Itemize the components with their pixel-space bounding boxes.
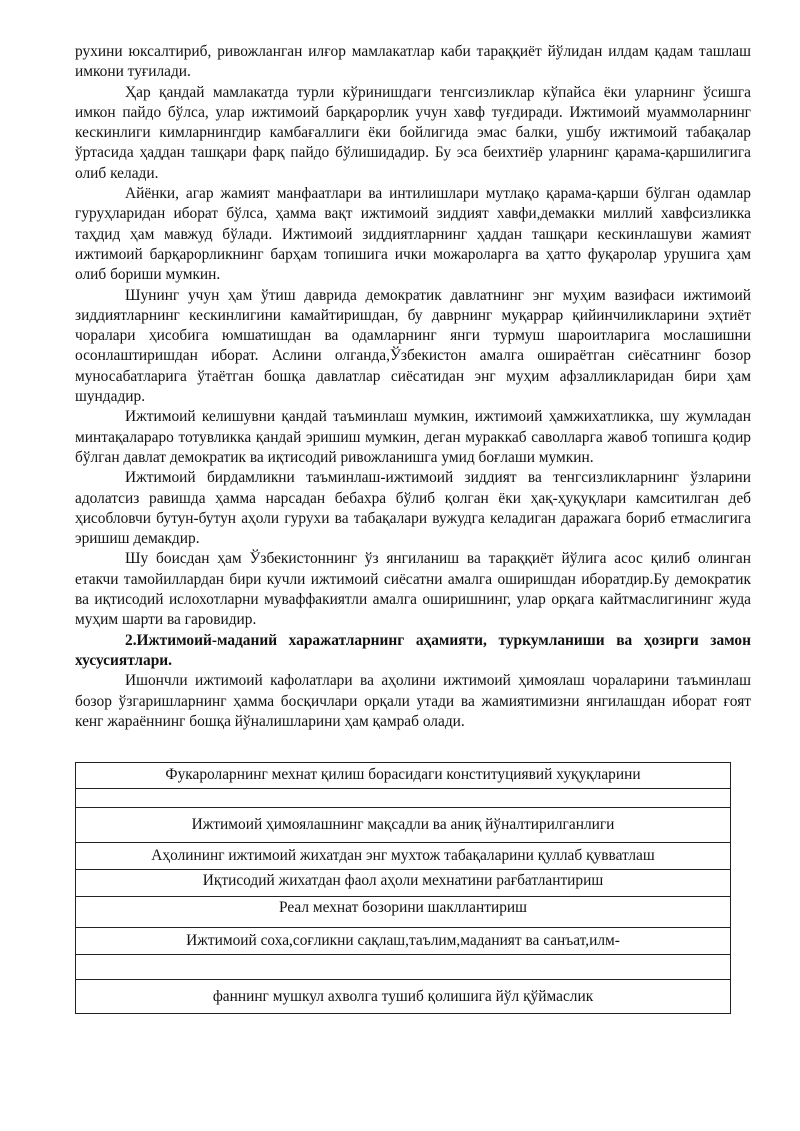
paragraph-2: Ҳар қандай мамлакатда турли кўринишдаги тенгсизликлар кўпайса ёки уларнинг ўсишга имкон пайдо бўлса, улар ижтимоий барқарорлик учун хавф туғдиради. Ижтимоий муаммоларнинг кескинлиги кимларнингдир камбағаллиги ёки бойлигида эмас балки, ушбу ижтимоий табақалар ўртасида ҳаддан ташқари фарқ пайдо бўлишидадир. Бу эса беихтиёр уларнинг қарама-қаршилигига олиб келади. <box>75 83 751 182</box>
social-protection-directions-table <box>75 762 731 1014</box>
paragraph-1: рухини юксалтириб, ривожланган илғор мамлакатлар каби тараққиёт йўлидан илдам қадам ташлаш имкони туғилади. <box>75 43 751 81</box>
box-row-6: Реал мехнат бозорини шакллантириш <box>76 897 730 928</box>
box-row-8 <box>76 955 730 980</box>
paragraph-7: Шу боисдан ҳам Ўзбекистоннинг ўз янгиланиш ва тараққиёт йўлига асос қилиб олинган етакчи тамойиллардан бири кучли ижтимоий сиёсатни амалга оширишдан иборатдир.Бу демократик ва иқтисодий ислохотларни муваффакиятли амалга оширишнинг, улар орқага кайтмаслигининг жуда муҳим шарти ва гаровидир. <box>75 550 751 629</box>
box-row-5: Иқтисодий жихатдан фаол аҳоли мехнатини рағбатлантириш <box>76 870 730 897</box>
box-row-3: Ижтимоий ҳимоялашнинг мақсадли ва аниқ йўналтирилганлиги <box>76 808 730 843</box>
box-row-7: Ижтимоий соха,соғликни сақлаш,таълим,маданият ва санъат,илм- <box>76 928 730 955</box>
box-row-2 <box>76 789 730 808</box>
box-row-4: Аҳолининг ижтимоий жихатдан энг мухтож табақаларини қуллаб қувватлаш <box>76 843 730 870</box>
paragraph-after-heading: Ишончли ижтимоий кафолатлари ва аҳолини ижтимоий ҳимоялаш чораларини таъминлаш бозор ўзгаришларнинг ҳамма босқичлари орқали утади ва жамиятимизни янгилашдан иборат ғоят кенг жараённинг бошқа йўналишларини ҳам қамраб олади. <box>75 672 751 730</box>
section-heading: 2.Ижтимоий-маданий харажатларнинг аҳамияти, туркумланиши ва ҳозирги замон хусусиятлари. <box>75 631 751 669</box>
box-row-1: Фукароларнинг мехнат қилиш борасидаги конституциявий хуқуқларини <box>76 763 730 789</box>
document-page <box>75 42 751 732</box>
paragraph-6: Ижтимоий бирдамликни таъминлаш-ижтимоий зиддият ва тенгсизликларнинг ўзларини адолатсиз равишда ҳамма нарсадан бебахра бўлиб қолган ёки ҳақ-ҳуқуқлари камситилган деб ҳисобловчи бутун-бутун аҳоли гурухи ва табақалари вужудга келадиган даражага бориб етмаслигига эришиш демакдир. <box>75 469 751 548</box>
paragraph-3: Айёнки, агар жамият манфаатлари ва интилишлари мутлақо қарама-қарши бўлган одамлар гуруҳларидан иборат бўлса, ҳамма вақт ижтимоий зиддият хавфи,демакки миллий хавфсизликка таҳдид ҳам мавжуд бўлади. Ижтимоий зиддиятларнинг ҳаддан ташқари кескинлашуви жамият ижтимоий барқарорликнинг барҳам топишига ички можароларга ва ҳатто фуқаролар урушига ҳам олиб бориши мумкин. <box>75 185 751 284</box>
paragraph-4: Шунинг учун ҳам ўтиш даврида демократик давлатнинг энг муҳим вазифаси ижтимоий зиддиятларнинг кескинлигини камайтиришдан, бу даврнинг муқаррар қийинчиликларини эҳтиёт чоралари ҳисобига юмшатишдан ва одамларнинг янги турмуш шароитларига мослашишни осонлаштиришдан иборат. Аслини олганда,Ўзбекистон амалга ошираётган сиёсатнинг бозор муносабатларига ўтаётган бошқа давлатлар сиёсатидан энг муҳим афзалликларидан бири ҳам шундадир. <box>75 286 751 406</box>
box-row-9: фаннинг мушкул ахволга тушиб қолишига йўл қўймаслик <box>76 980 730 1014</box>
paragraph-5: Ижтимоий келишувни қандай таъминлаш мумкин, ижтимоий ҳамжихатликка, шу жумладан минтақалараро тотувликка қандай эришиш мумкин, деган мураккаб саволларга жавоб топишга қодир бўлган давлат демократик ва иқтисодий ривожланишга умид боғлаши мумкин. <box>75 408 751 466</box>
